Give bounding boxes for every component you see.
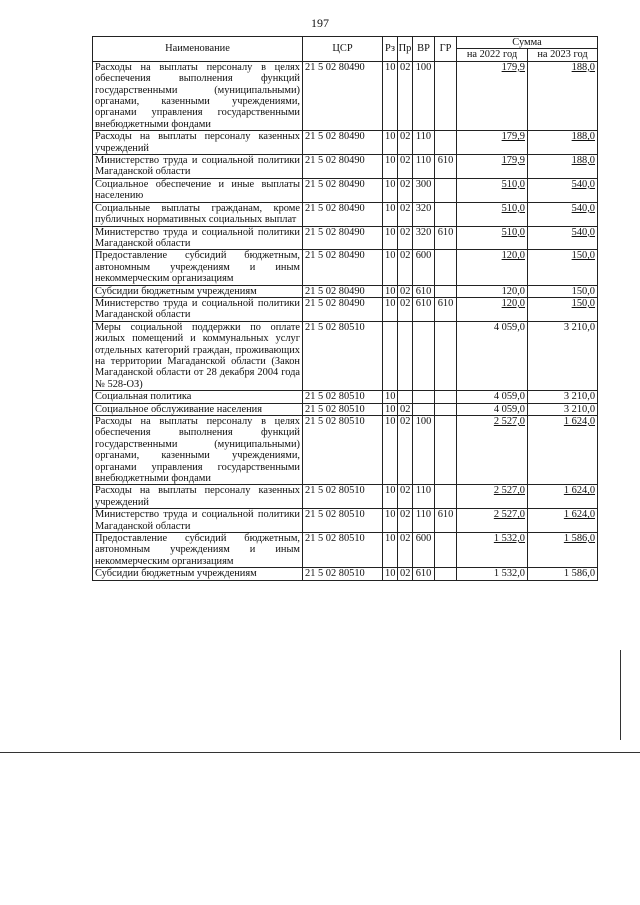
cell-gr: [435, 485, 457, 509]
cell-2023-text: 188,0: [571, 155, 596, 167]
cell-2022: [457, 61, 528, 130]
cell-vr: [413, 250, 435, 285]
cell-rz-text: 10: [385, 297, 396, 309]
cell-2022-text: 179,9: [501, 155, 525, 167]
cell-pr: [398, 155, 413, 179]
cell-csr: [303, 285, 383, 297]
cell-2022: [457, 285, 528, 297]
cell-rz-text: 10: [385, 533, 396, 545]
cell-name-text: Субсидии бюджетным учреждениям: [95, 285, 257, 297]
cell-vr: [413, 131, 435, 155]
cell-name-text: Предоставление субсидий бюджетным, автономным учреждениям и иным некоммерческим организациям: [95, 533, 300, 567]
cell-pr-text: 02: [400, 178, 411, 190]
cell-gr: [435, 250, 457, 285]
cell-pr: [398, 285, 413, 297]
cell-csr: [303, 485, 383, 509]
table-row: [93, 533, 598, 568]
cell-pr: [398, 250, 413, 285]
cell-pr: [398, 568, 413, 580]
cell-2023-text: 188,0: [571, 61, 596, 73]
cell-pr: [398, 391, 413, 403]
cell-vr-text: 100: [415, 61, 432, 73]
cell-vr-text: 320: [415, 202, 432, 214]
cell-2022: [457, 155, 528, 179]
header-row-top: [93, 37, 598, 49]
cell-rz: [383, 485, 398, 509]
cell-2023: [528, 155, 598, 179]
table-row: [93, 321, 598, 390]
cell-pr: [398, 533, 413, 568]
cell-rz: [383, 568, 398, 580]
cell-2023-text: 3 210,0: [563, 391, 596, 403]
cell-pr-text: 02: [400, 250, 411, 262]
cell-name: [93, 155, 303, 179]
cell-2022-text: 120,0: [501, 285, 525, 297]
table-row: [93, 416, 598, 485]
cell-2023: [528, 202, 598, 226]
cell-pr-text: 02: [400, 509, 411, 521]
cell-name: [93, 485, 303, 509]
cell-name: [93, 285, 303, 297]
cell-vr-text: 100: [415, 416, 432, 427]
cell-vr-text: 110: [415, 509, 432, 521]
cell-name: [93, 297, 303, 321]
cell-2022-text: 120,0: [501, 250, 525, 262]
cell-rz-text: 10: [385, 131, 396, 143]
cell-name: [93, 416, 303, 485]
cell-rz: [383, 178, 398, 202]
cell-2022-text: 4 059,0: [493, 391, 525, 403]
cell-csr: [303, 403, 383, 415]
cell-name-text: Расходы на выплаты персоналу в целях обеспечения выполнения функций государственными (муниципальными) органами, казенными учреждениями, органами управления государственными внебюджетными фондами: [95, 416, 300, 485]
cell-rz-text: 10: [385, 568, 396, 580]
cell-vr-text: 110: [415, 155, 432, 167]
cell-2022: [457, 226, 528, 250]
cell-2023-text: 540,0: [571, 202, 596, 214]
cell-gr: [435, 131, 457, 155]
cell-name: [93, 202, 303, 226]
cell-rz: [383, 202, 398, 226]
cell-gr: [435, 416, 457, 485]
cell-rz: [383, 297, 398, 321]
cell-2022-text: 1 532,0: [493, 568, 525, 580]
cell-name: [93, 250, 303, 285]
cell-vr: [413, 178, 435, 202]
cell-pr-text: 02: [400, 202, 411, 214]
cell-rz-text: 10: [385, 285, 396, 297]
table-row: [93, 391, 598, 403]
cell-vr: [413, 568, 435, 580]
cell-pr-text: 02: [400, 131, 411, 143]
cell-2022-text: 2 527,0: [493, 485, 525, 497]
cell-name: [93, 226, 303, 250]
cell-2023-text: 1 624,0: [563, 509, 596, 521]
cell-2022-text: 4 059,0: [493, 403, 525, 415]
cell-csr: [303, 391, 383, 403]
cell-name-text: Министерство труда и социальной политики Магаданской области: [95, 155, 300, 178]
cell-csr-text: 21 5 02 80490: [305, 155, 365, 167]
cell-name-text: Субсидии бюджетным учреждениям: [95, 568, 257, 580]
cell-name: [93, 533, 303, 568]
cell-name-text: Министерство труда и социальной политики Магаданской области: [95, 226, 300, 249]
cell-csr-text: 21 5 02 80510: [305, 391, 365, 403]
cell-rz-text: 10: [385, 391, 396, 403]
cell-csr: [303, 226, 383, 250]
cell-2023-text: 1 624,0: [563, 485, 596, 497]
cell-pr-text: 02: [400, 403, 411, 415]
cell-csr: [303, 416, 383, 485]
cell-name-text: Социальное обеспечение и иные выплаты населению: [95, 178, 300, 202]
cell-name-text: Предоставление субсидий бюджетным, автономным учреждениям и иным некоммерческим организациям: [95, 250, 300, 285]
cell-pr-text: 02: [400, 485, 411, 497]
cell-pr-text: 02: [400, 416, 411, 427]
cell-csr-text: 21 5 02 80490: [305, 131, 365, 143]
table-row: [93, 568, 598, 580]
cell-csr-text: 21 5 02 80490: [305, 226, 365, 238]
cell-pr-text: 02: [400, 61, 411, 73]
cell-vr-text: 320: [415, 226, 432, 238]
cell-rz: [383, 321, 398, 390]
cell-2022-text: 510,0: [501, 202, 525, 214]
cell-vr: [413, 533, 435, 568]
cell-rz: [383, 226, 398, 250]
cell-gr: [435, 568, 457, 580]
cell-2022-text: 120,0: [501, 297, 525, 309]
table-row: [93, 178, 598, 202]
cell-gr-text: 610: [437, 509, 454, 521]
cell-2023-text: 150,0: [571, 285, 596, 297]
cell-pr: [398, 485, 413, 509]
header-gr: ГР: [435, 37, 457, 62]
table-body: [93, 61, 598, 580]
header-sum: Сумма: [457, 37, 598, 49]
cell-gr: [435, 533, 457, 568]
cell-name-text: Расходы на выплаты персоналу казенных учреждений: [95, 485, 300, 508]
cell-rz: [383, 391, 398, 403]
cell-gr: [435, 61, 457, 130]
cell-vr-text: 600: [415, 533, 432, 545]
cell-2022: [457, 202, 528, 226]
cell-pr-text: 02: [400, 155, 411, 167]
cell-csr-text: 21 5 02 80490: [305, 61, 365, 73]
cell-2023-text: 3 210,0: [563, 321, 596, 333]
cell-gr: [435, 509, 457, 533]
cell-2023: [528, 285, 598, 297]
header-vr: ВР: [413, 37, 435, 62]
cell-gr: [435, 403, 457, 415]
cell-2022: [457, 297, 528, 321]
cell-name-text: Министерство труда и социальной политики Магаданской области: [95, 509, 300, 532]
cell-vr: [413, 321, 435, 390]
cell-csr-text: 21 5 02 80510: [305, 509, 365, 521]
page-bottom-rule: [0, 752, 640, 753]
cell-csr-text: 21 5 02 80490: [305, 178, 365, 190]
cell-pr: [398, 178, 413, 202]
cell-vr: [413, 297, 435, 321]
cell-pr: [398, 131, 413, 155]
cell-gr: [435, 178, 457, 202]
cell-csr: [303, 250, 383, 285]
cell-2022: [457, 568, 528, 580]
cell-csr-text: 21 5 02 80510: [305, 403, 365, 415]
cell-2022: [457, 131, 528, 155]
table-row: [93, 297, 598, 321]
cell-pr-text: 02: [400, 285, 411, 297]
header-year-2022: на 2022 год: [457, 49, 528, 61]
cell-csr-text: 21 5 02 80510: [305, 321, 365, 333]
cell-vr-text: 300: [415, 178, 432, 190]
margin-mark: [620, 650, 621, 740]
cell-2022: [457, 509, 528, 533]
cell-csr-text: 21 5 02 80490: [305, 250, 365, 262]
cell-name-text: Расходы на выплаты персоналу в целях обеспечения выполнения функций государственными (муниципальными) органами, казенными учреждениями, органами управления государственными внебюджетными фондами: [95, 61, 300, 130]
cell-rz: [383, 509, 398, 533]
cell-2023: [528, 509, 598, 533]
cell-name-text: Социальные выплаты гражданам, кроме публичных нормативных социальных выплат: [95, 202, 300, 226]
cell-2023-text: 540,0: [571, 226, 596, 238]
cell-2022: [457, 250, 528, 285]
cell-pr: [398, 297, 413, 321]
cell-2023-text: 1 624,0: [563, 416, 596, 427]
cell-gr: [435, 226, 457, 250]
cell-rz-text: 10: [385, 250, 396, 262]
cell-name-text: Социальное обслуживание населения: [95, 403, 262, 415]
cell-vr-text: 110: [415, 485, 432, 497]
cell-vr: [413, 226, 435, 250]
cell-csr: [303, 61, 383, 130]
table-row: [93, 485, 598, 509]
cell-csr-text: 21 5 02 80490: [305, 297, 365, 309]
cell-vr: [413, 509, 435, 533]
cell-rz-text: 10: [385, 403, 396, 415]
cell-2022-text: 2 527,0: [493, 509, 525, 521]
cell-name-text: Меры социальной поддержки по оплате жилых помещений и коммунальных услуг отдельных категорий граждан, проживающих на территории Магаданской области (Закон Магаданской области от 28 декабря 2004 года № 528-ОЗ): [95, 321, 300, 390]
budget-table: [92, 36, 598, 581]
cell-csr-text: 21 5 02 80510: [305, 416, 365, 427]
table-row: [93, 131, 598, 155]
cell-2022: [457, 485, 528, 509]
cell-2022: [457, 391, 528, 403]
cell-csr-text: 21 5 02 80510: [305, 533, 365, 545]
table-row: [93, 226, 598, 250]
cell-csr: [303, 155, 383, 179]
cell-pr: [398, 61, 413, 130]
cell-vr: [413, 485, 435, 509]
cell-vr-text: 600: [415, 250, 432, 262]
cell-gr: [435, 202, 457, 226]
cell-rz: [383, 61, 398, 130]
cell-2023: [528, 131, 598, 155]
cell-vr: [413, 391, 435, 403]
cell-rz-text: 10: [385, 226, 396, 238]
cell-2023: [528, 391, 598, 403]
table-row: [93, 509, 598, 533]
cell-rz-text: 10: [385, 61, 396, 73]
cell-rz: [383, 285, 398, 297]
cell-gr-text: 610: [437, 226, 454, 238]
cell-name: [93, 568, 303, 580]
cell-2022-text: 1 532,0: [493, 533, 525, 545]
cell-2022: [457, 403, 528, 415]
cell-csr-text: 21 5 02 80510: [305, 568, 365, 580]
cell-2023: [528, 321, 598, 390]
cell-vr: [413, 403, 435, 415]
cell-rz-text: 10: [385, 485, 396, 497]
cell-2023: [528, 403, 598, 415]
cell-2023-text: 540,0: [571, 178, 596, 190]
cell-pr: [398, 416, 413, 485]
cell-rz-text: 10: [385, 416, 396, 427]
cell-gr: [435, 155, 457, 179]
cell-name: [93, 391, 303, 403]
cell-2023: [528, 568, 598, 580]
cell-pr-text: 02: [400, 297, 411, 309]
cell-2023-text: 150,0: [571, 297, 596, 309]
cell-2023-text: 1 586,0: [563, 533, 596, 545]
cell-pr: [398, 509, 413, 533]
cell-rz-text: 10: [385, 178, 396, 190]
header-name: Наименование: [93, 37, 303, 62]
cell-2022: [457, 178, 528, 202]
cell-2023: [528, 178, 598, 202]
table-row: [93, 202, 598, 226]
cell-name: [93, 178, 303, 202]
cell-rz: [383, 533, 398, 568]
cell-vr-text: 610: [415, 285, 432, 297]
cell-name: [93, 321, 303, 390]
header-rz: Рз: [383, 37, 398, 62]
cell-vr: [413, 285, 435, 297]
cell-pr: [398, 202, 413, 226]
cell-gr-text: 610: [437, 297, 454, 309]
page-number: 197: [311, 16, 329, 30]
table-row: [93, 403, 598, 415]
cell-2023-text: 1 586,0: [563, 568, 596, 580]
cell-2022: [457, 533, 528, 568]
cell-name: [93, 131, 303, 155]
cell-pr-text: 02: [400, 533, 411, 545]
cell-2022-text: 179,9: [501, 131, 525, 143]
cell-2023: [528, 416, 598, 485]
cell-2022: [457, 321, 528, 390]
cell-csr: [303, 321, 383, 390]
cell-csr-text: 21 5 02 80490: [305, 202, 365, 214]
cell-pr-text: 02: [400, 568, 411, 580]
cell-name-text: Расходы на выплаты персоналу казенных учреждений: [95, 131, 300, 154]
cell-csr: [303, 202, 383, 226]
cell-name-text: Министерство труда и социальной политики Магаданской области: [95, 297, 300, 321]
cell-name-text: Социальная политика: [95, 391, 192, 403]
cell-pr: [398, 321, 413, 390]
cell-pr: [398, 226, 413, 250]
cell-gr: [435, 391, 457, 403]
table-row: [93, 155, 598, 179]
cell-name: [93, 403, 303, 415]
cell-2022-text: 4 059,0: [493, 321, 525, 333]
cell-2022-text: 179,9: [501, 61, 525, 73]
table-row: [93, 61, 598, 130]
cell-name: [93, 509, 303, 533]
cell-rz: [383, 131, 398, 155]
cell-gr: [435, 321, 457, 390]
cell-csr: [303, 568, 383, 580]
table-row: [93, 285, 598, 297]
cell-csr: [303, 509, 383, 533]
cell-vr: [413, 155, 435, 179]
table-row: [93, 250, 598, 285]
cell-2023: [528, 61, 598, 130]
cell-rz: [383, 250, 398, 285]
cell-2023: [528, 297, 598, 321]
cell-rz-text: 10: [385, 202, 396, 214]
cell-2023-text: 150,0: [571, 250, 596, 262]
cell-csr: [303, 533, 383, 568]
cell-gr: [435, 285, 457, 297]
cell-rz: [383, 403, 398, 415]
header-pr: Пр: [398, 37, 413, 62]
cell-vr: [413, 202, 435, 226]
header-year-2023: на 2023 год: [528, 49, 598, 61]
cell-2023: [528, 250, 598, 285]
cell-csr: [303, 131, 383, 155]
cell-name: [93, 61, 303, 130]
cell-vr-text: 610: [415, 297, 432, 309]
cell-2022-text: 510,0: [501, 178, 525, 190]
cell-csr-text: 21 5 02 80490: [305, 285, 365, 297]
cell-2023-text: 3 210,0: [563, 403, 596, 415]
cell-vr-text: 610: [415, 568, 432, 580]
cell-rz-text: 10: [385, 509, 396, 521]
cell-2022: [457, 416, 528, 485]
cell-2023: [528, 226, 598, 250]
cell-2023: [528, 533, 598, 568]
cell-rz-text: 10: [385, 155, 396, 167]
cell-vr: [413, 61, 435, 130]
cell-2022-text: 2 527,0: [493, 416, 525, 427]
cell-2022-text: 510,0: [501, 226, 525, 238]
cell-csr: [303, 178, 383, 202]
cell-2023-text: 188,0: [571, 131, 596, 143]
cell-gr-text: 610: [437, 155, 454, 167]
cell-rz: [383, 416, 398, 485]
cell-csr: [303, 297, 383, 321]
cell-pr: [398, 403, 413, 415]
cell-rz: [383, 155, 398, 179]
header-csr: ЦСР: [303, 37, 383, 62]
cell-pr-text: 02: [400, 226, 411, 238]
cell-vr-text: 110: [415, 131, 432, 143]
cell-gr: [435, 297, 457, 321]
cell-2023: [528, 485, 598, 509]
cell-vr: [413, 416, 435, 485]
cell-csr-text: 21 5 02 80510: [305, 485, 365, 497]
